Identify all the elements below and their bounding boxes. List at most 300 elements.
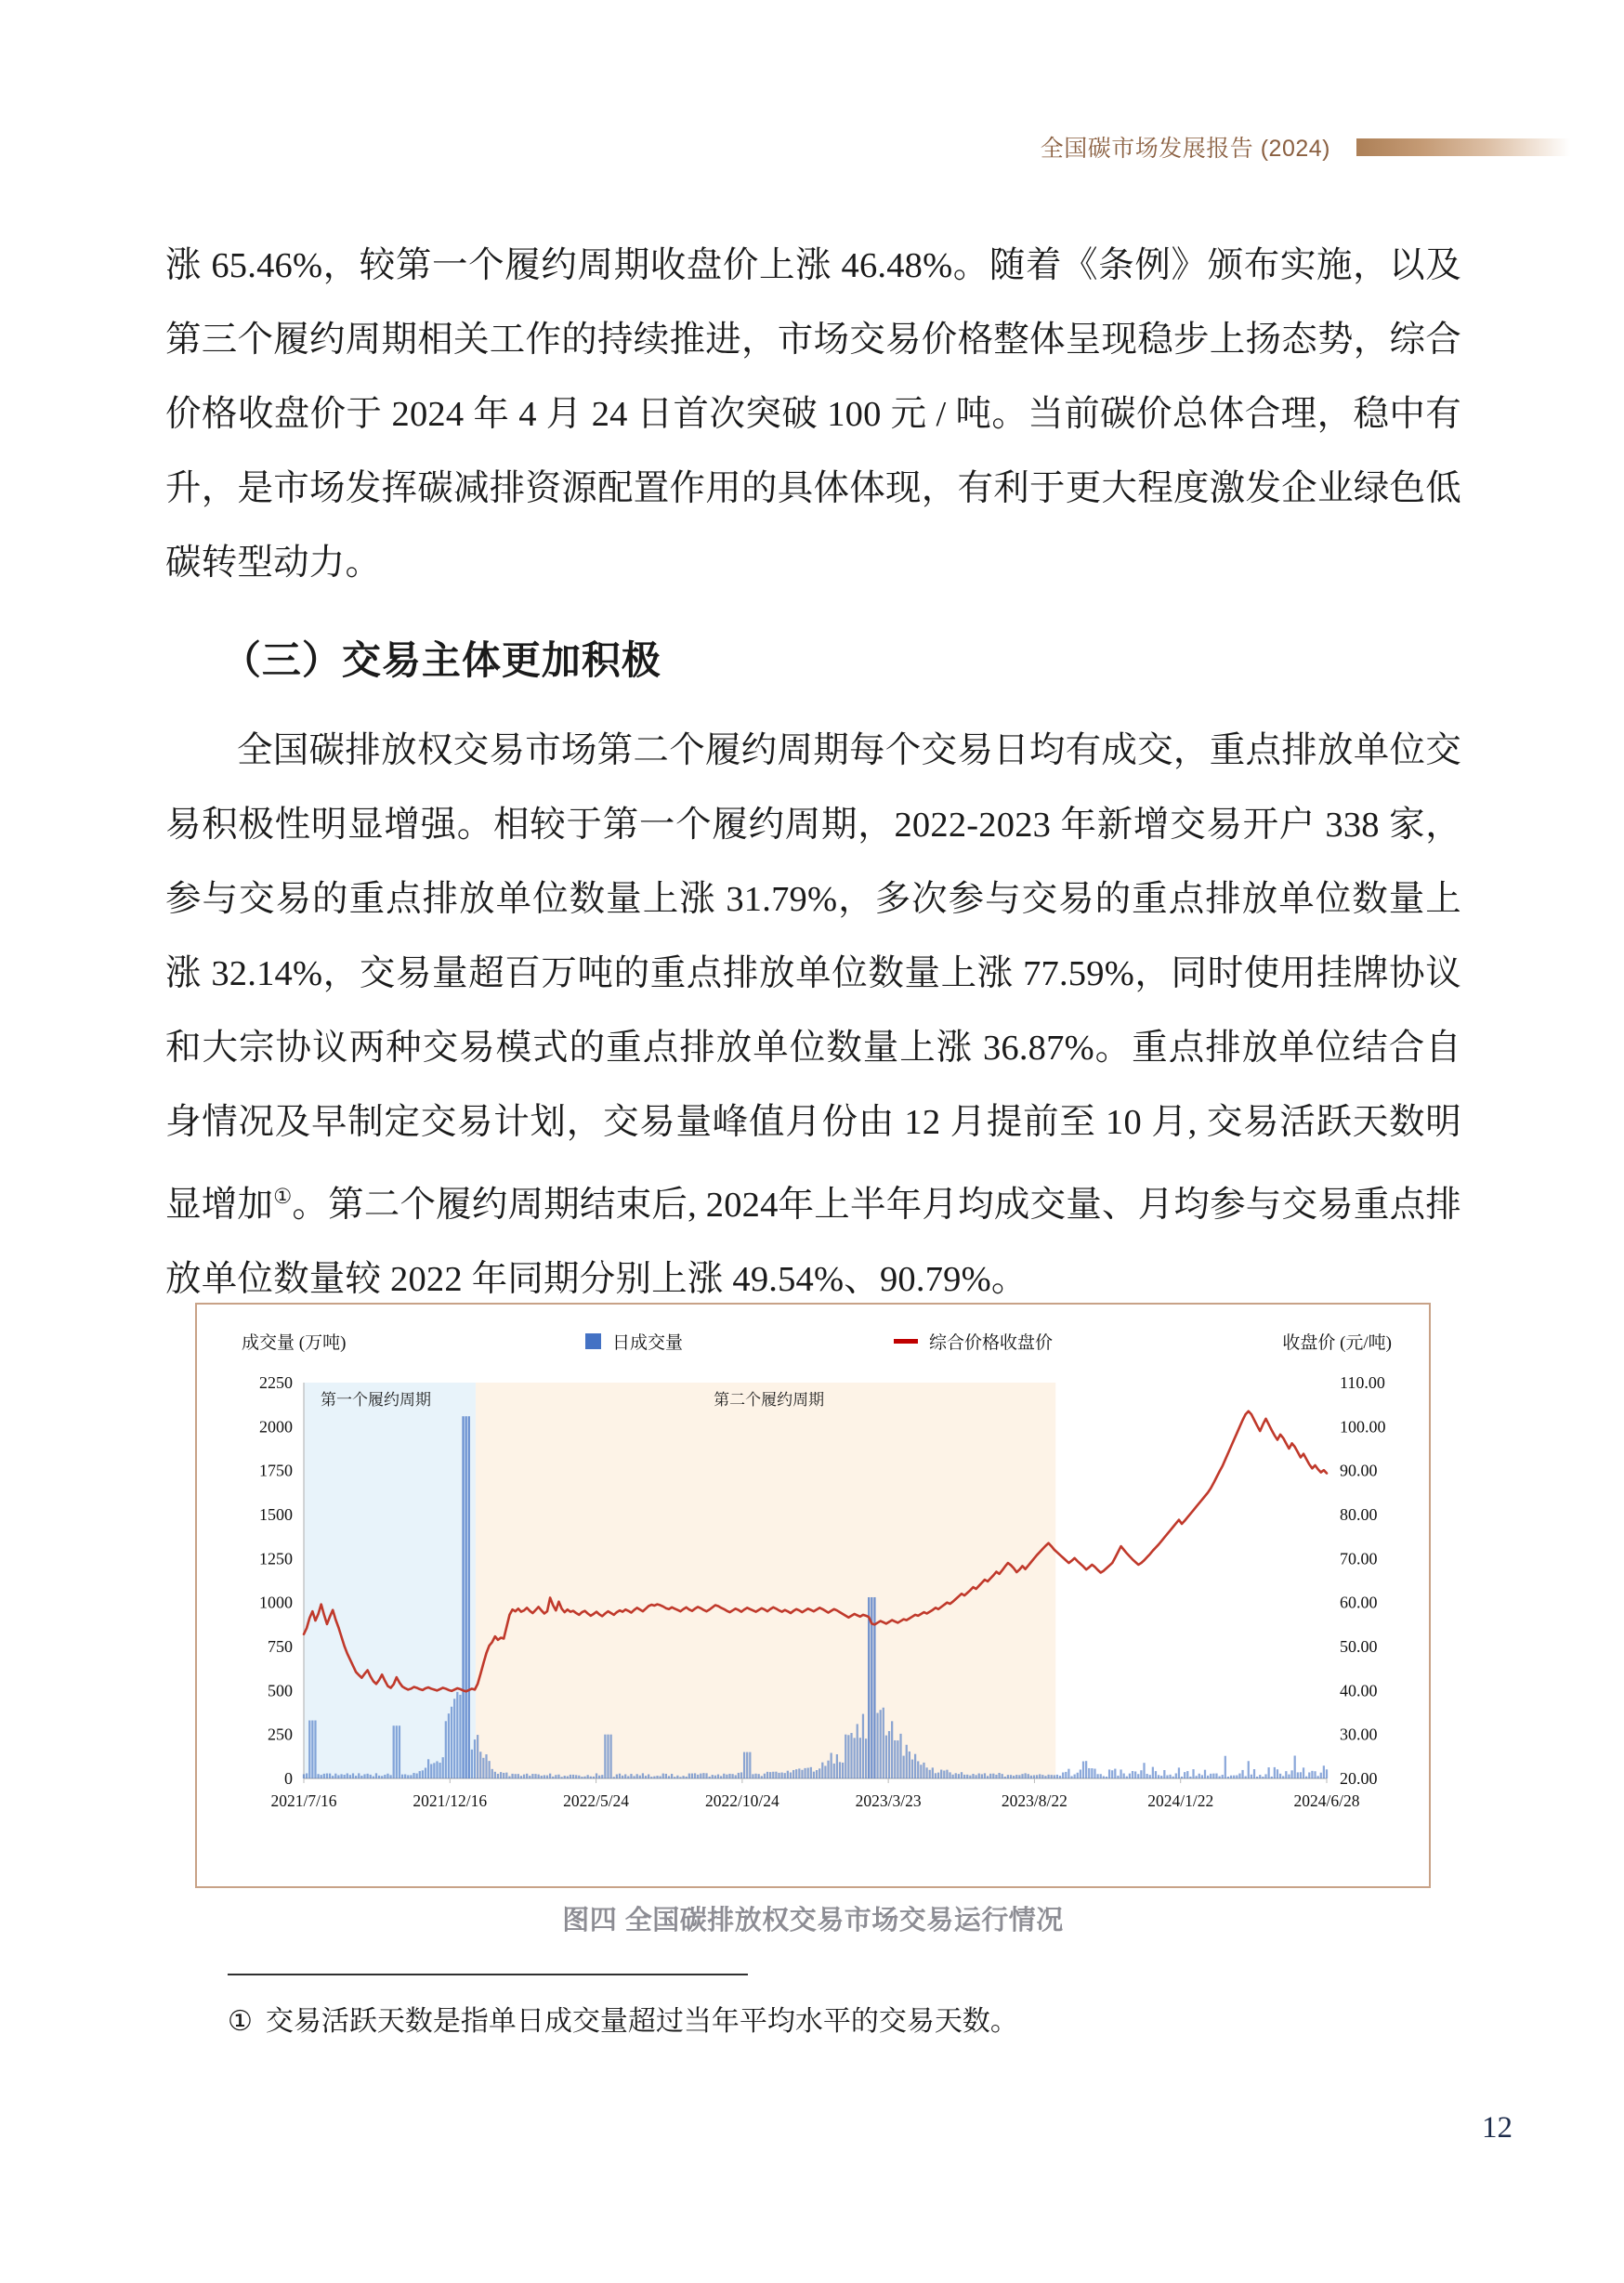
- chart-volume-bar: [311, 1721, 313, 1778]
- chart-volume-bar: [538, 1775, 540, 1778]
- chart-volume-bar: [326, 1774, 328, 1778]
- chart-volume-bar: [474, 1739, 476, 1778]
- chart-volume-bar: [984, 1773, 986, 1778]
- chart-x-tick: 2022/10/24: [704, 1791, 779, 1810]
- chart-volume-bar: [373, 1777, 374, 1778]
- chart-volume-bar: [891, 1721, 893, 1778]
- chart-volume-bar: [344, 1775, 346, 1778]
- chart-volume-bar: [1067, 1769, 1069, 1778]
- chart-volume-bar: [497, 1774, 499, 1778]
- chart-volume-bar: [1114, 1769, 1116, 1778]
- chart-volume-bar: [1236, 1776, 1238, 1778]
- chart-volume-bar: [1149, 1775, 1151, 1778]
- chart-volume-bar: [859, 1738, 861, 1778]
- chart-volume-bar: [1320, 1773, 1322, 1778]
- chart-volume-bar: [581, 1777, 583, 1778]
- chart-volume-bar: [590, 1777, 592, 1778]
- chart-volume-bar: [396, 1725, 398, 1778]
- chart-volume-bar: [656, 1776, 658, 1778]
- chart-volume-bar: [740, 1772, 742, 1778]
- document-content: [165, 229, 1461, 1317]
- chart-right-tick: 70.00: [1340, 1549, 1378, 1568]
- chart-volume-bar: [766, 1772, 768, 1778]
- chart-volume-bar: [758, 1774, 760, 1778]
- legend-label-volume: 日成交量: [612, 1333, 684, 1353]
- chart-x-tick: 2022/5/24: [563, 1791, 630, 1810]
- chart-x-tick: 2024/6/28: [1293, 1791, 1360, 1810]
- chart-volume-bar: [813, 1772, 815, 1778]
- chart-right-tick: 30.00: [1340, 1725, 1378, 1744]
- chart-volume-bar: [529, 1776, 530, 1778]
- chart-volume-bar: [1160, 1776, 1162, 1778]
- chart-volume-bar: [686, 1777, 688, 1778]
- chart-volume-bar: [1198, 1774, 1200, 1778]
- chart-volume-bar: [494, 1772, 496, 1778]
- chart-volume-bar: [601, 1775, 603, 1778]
- chart-volume-bar: [709, 1777, 711, 1778]
- chart-volume-bar: [622, 1776, 623, 1778]
- chart-volume-bar: [508, 1777, 510, 1778]
- chart-volume-bar: [650, 1777, 652, 1778]
- chart-volume-bar: [1146, 1774, 1148, 1778]
- chart-volume-bar: [868, 1597, 870, 1778]
- chart-volume-bar: [1030, 1776, 1032, 1778]
- chart-volume-bar: [370, 1775, 372, 1778]
- chart-volume-bar: [1028, 1774, 1029, 1778]
- chart-volume-bar: [1233, 1776, 1235, 1778]
- chart-volume-bar: [679, 1777, 681, 1778]
- chart-volume-bar: [619, 1774, 621, 1778]
- chart-volume-bar: [471, 1750, 473, 1778]
- chart-volume-bar: [778, 1773, 779, 1778]
- chart-volume-bar: [923, 1763, 924, 1778]
- chart-volume-bar: [958, 1774, 960, 1778]
- chart-x-tick: 2021/12/16: [413, 1791, 488, 1810]
- chart-volume-bar: [769, 1772, 771, 1778]
- chart-volume-bar: [1225, 1756, 1226, 1778]
- chart-volume-bar: [552, 1777, 554, 1778]
- chart-band-label-2: 第二个履约周期: [714, 1391, 825, 1409]
- chart-volume-bar: [723, 1774, 725, 1778]
- chart-right-tick: 110.00: [1340, 1373, 1385, 1392]
- chart-volume-bar: [1172, 1777, 1174, 1778]
- chart-volume-bar: [578, 1776, 580, 1778]
- chart-volume-bar: [645, 1776, 647, 1778]
- chart-volume-bar: [972, 1774, 974, 1778]
- chart-volume-bar: [705, 1773, 707, 1778]
- chart-volume-bar: [909, 1752, 910, 1778]
- chart-volume-bar: [1007, 1775, 1009, 1778]
- chart-left-tick: 2250: [259, 1373, 293, 1392]
- chart-x-tick: 2023/8/22: [1001, 1791, 1067, 1810]
- chart-volume-bar: [1080, 1769, 1081, 1778]
- chart-volume-bar: [935, 1773, 936, 1778]
- chart-volume-bar: [1143, 1763, 1145, 1778]
- chart-volume-bar: [1088, 1768, 1090, 1778]
- chart-band-2: [476, 1383, 1055, 1778]
- chart-volume-bar: [1111, 1770, 1113, 1778]
- chart-volume-bar: [1314, 1771, 1316, 1778]
- chart-volume-bar: [754, 1774, 756, 1778]
- chart-volume-bar: [401, 1775, 403, 1778]
- chart-volume-bar: [609, 1735, 611, 1778]
- chart-volume-bar: [583, 1777, 585, 1778]
- chart-volume-bar: [943, 1771, 945, 1778]
- chart-volume-bar: [1201, 1775, 1203, 1778]
- footnote-separator-rule: [228, 1974, 748, 1975]
- chart-volume-bar: [894, 1740, 896, 1778]
- chart-volume-bar: [1251, 1775, 1252, 1778]
- chart-volume-bar: [482, 1758, 484, 1778]
- chart-volume-bar: [399, 1725, 400, 1778]
- chart-volume-bar: [697, 1775, 699, 1778]
- chart-volume-bar: [1178, 1767, 1180, 1778]
- chart-volume-bar: [978, 1774, 980, 1778]
- chart-volume-bar: [752, 1774, 753, 1778]
- chart-volume-bar: [1070, 1776, 1072, 1778]
- chart-x-tick: 2021/7/16: [270, 1791, 337, 1810]
- chart-volume-bar: [804, 1768, 805, 1778]
- chart-volume-bar: [570, 1775, 571, 1778]
- chart-volume-bar: [963, 1775, 965, 1778]
- chart-volume-bar: [975, 1775, 976, 1778]
- chart-volume-bar: [674, 1777, 675, 1778]
- chart-volume-bar: [393, 1725, 395, 1778]
- header-title: 全国碳市场发展报告 (2024): [1040, 136, 1330, 162]
- chart-volume-bar: [549, 1774, 551, 1778]
- chart-volume-bar: [1152, 1767, 1154, 1778]
- chart-volume-bar: [1303, 1767, 1304, 1778]
- chart-volume-bar: [816, 1770, 818, 1778]
- chart-volume-bar: [477, 1735, 478, 1778]
- chart-volume-bar: [627, 1776, 629, 1778]
- chart-volume-bar: [1056, 1775, 1058, 1778]
- chart-volume-bar: [688, 1774, 690, 1778]
- chart-volume-bar: [515, 1774, 517, 1778]
- chart-volume-bar: [1311, 1771, 1313, 1778]
- chart-volume-bar: [880, 1710, 882, 1778]
- chart-volume-bar: [1238, 1774, 1240, 1778]
- chart-volume-bar: [389, 1775, 391, 1778]
- chart-volume-bar: [1253, 1769, 1255, 1778]
- chart-volume-bar: [355, 1776, 357, 1778]
- chart-volume-bar: [1308, 1772, 1310, 1778]
- legend-item-price: [894, 1329, 1053, 1354]
- chart-volume-bar: [662, 1774, 664, 1778]
- chart-volume-bar: [911, 1760, 913, 1778]
- chart-volume-bar: [1294, 1755, 1296, 1778]
- chart-volume-bar: [1015, 1775, 1017, 1778]
- chart-left-tick: 2000: [259, 1417, 293, 1437]
- chart-volume-bar: [451, 1707, 452, 1778]
- chart-volume-bar: [1227, 1777, 1229, 1778]
- chart-volume-bar: [798, 1768, 800, 1778]
- chart-volume-bar: [781, 1773, 783, 1778]
- paragraph-trading-participants: [165, 714, 1461, 1317]
- chart-volume-bar: [436, 1761, 438, 1778]
- chart-left-tick: 250: [268, 1725, 293, 1744]
- chart-volume-bar: [598, 1776, 600, 1778]
- chart-volume-bar: [920, 1765, 922, 1778]
- chart-svg: [197, 1366, 1429, 1830]
- chart-volume-bar: [433, 1763, 435, 1778]
- chart-volume-bar: [1051, 1775, 1053, 1778]
- chart-volume-bar: [541, 1776, 543, 1778]
- chart-volume-bar: [969, 1776, 971, 1778]
- chart-legend-row: [197, 1329, 1429, 1366]
- chart-volume-bar: [358, 1773, 360, 1778]
- chart-volume-bar: [1317, 1776, 1319, 1778]
- chart-volume-bar: [1300, 1772, 1302, 1778]
- figure-chart-container: [195, 1303, 1431, 1888]
- chart-volume-bar: [384, 1775, 386, 1778]
- chart-volume-bar: [775, 1772, 777, 1778]
- chart-volume-bar: [1186, 1771, 1188, 1778]
- chart-right-tick: 90.00: [1340, 1461, 1378, 1480]
- chart-volume-bar: [937, 1773, 939, 1778]
- chart-volume-bar: [743, 1752, 745, 1778]
- chart-volume-bar: [1033, 1775, 1035, 1778]
- chart-volume-bar: [888, 1731, 890, 1778]
- chart-volume-bar: [445, 1721, 447, 1778]
- chart-volume-bar: [1013, 1776, 1015, 1778]
- chart-volume-bar: [596, 1773, 597, 1778]
- chart-volume-bar: [717, 1775, 719, 1778]
- chart-volume-bar: [630, 1774, 632, 1778]
- chart-volume-bar: [366, 1774, 368, 1778]
- chart-volume-bar: [700, 1774, 701, 1778]
- chart-volume-bar: [1259, 1775, 1261, 1778]
- chart-volume-bar: [691, 1774, 693, 1778]
- chart-volume-bar: [1326, 1769, 1328, 1778]
- paragraph-carbon-price: 涨 65.46%，较第一个履约周期收盘价上涨 46.48%。随着《条例》颁布实施，以及第三个履约周期相关工作的持续推进，市场交易价格整体呈现稳步上扬态势，综合价格收盘价于 2024 年 4 月 24 日首次突破 100 元 / 吨。当前碳价总体合理，稳中有升，是市场发挥碳减排资源配置作用的具体体现，有利于更大程度激发企业绿色低碳转型动力。: [165, 246, 1461, 583]
- chart-volume-bar: [981, 1774, 983, 1778]
- chart-volume-bar: [1215, 1774, 1217, 1778]
- chart-volume-bar: [1282, 1776, 1284, 1778]
- chart-band-1: [304, 1383, 476, 1778]
- chart-volume-bar: [949, 1772, 950, 1778]
- chart-volume-bar: [439, 1763, 440, 1778]
- chart-volume-bar: [321, 1775, 322, 1778]
- chart-right-tick: 40.00: [1340, 1681, 1378, 1700]
- chart-volume-bar: [329, 1774, 331, 1778]
- chart-volume-bar: [337, 1775, 339, 1778]
- chart-volume-bar: [792, 1770, 794, 1778]
- chart-volume-bar: [1103, 1776, 1105, 1778]
- chart-volume-bar: [952, 1775, 954, 1778]
- chart-volume-bar: [416, 1774, 418, 1778]
- chart-volume-bar: [1192, 1769, 1194, 1778]
- chart-volume-bar: [772, 1772, 774, 1778]
- chart-volume-bar: [1100, 1774, 1102, 1778]
- chart-volume-bar: [459, 1695, 461, 1778]
- chart-right-tick: 20.00: [1340, 1769, 1378, 1788]
- chart-volume-bar: [876, 1712, 878, 1778]
- chart-volume-bar: [1126, 1777, 1128, 1778]
- chart-volume-bar: [992, 1774, 994, 1778]
- chart-volume-bar: [633, 1776, 635, 1778]
- chart-volume-bar: [801, 1770, 803, 1778]
- chart-volume-bar: [1137, 1774, 1139, 1778]
- chart-volume-bar: [1196, 1776, 1198, 1778]
- chart-right-tick: 50.00: [1340, 1637, 1378, 1656]
- footnote-text: 交易活跃天数是指单日成交量超过当年平均水平的交易天数。: [265, 2006, 1018, 2037]
- chart-x-tick: 2024/1/22: [1147, 1791, 1214, 1810]
- chart-volume-bar: [517, 1774, 519, 1778]
- chart-volume-bar: [347, 1773, 348, 1778]
- chart-right-tick: 80.00: [1340, 1505, 1378, 1524]
- chart-volume-bar: [468, 1416, 470, 1778]
- chart-volume-bar: [624, 1774, 626, 1778]
- chart-volume-bar: [613, 1777, 615, 1778]
- chart-right-tick: 60.00: [1340, 1593, 1378, 1612]
- chart-volume-bar: [1297, 1772, 1299, 1778]
- chart-volume-bar: [334, 1774, 336, 1778]
- chart-volume-bar: [465, 1416, 467, 1778]
- chart-volume-bar: [1108, 1769, 1110, 1778]
- chart-volume-bar: [1002, 1774, 1003, 1778]
- chart-volume-bar: [966, 1775, 968, 1778]
- chart-volume-bar: [865, 1738, 867, 1778]
- chart-volume-bar: [567, 1777, 569, 1778]
- chart-volume-bar: [906, 1745, 908, 1778]
- chart-x-tick: 2023/3/23: [855, 1791, 922, 1810]
- chart-volume-bar: [648, 1775, 649, 1778]
- chart-volume-bar: [917, 1761, 919, 1778]
- chart-volume-bar: [955, 1773, 957, 1778]
- chart-volume-bar: [1091, 1768, 1093, 1778]
- chart-volume-bar: [456, 1692, 458, 1778]
- chart-volume-bar: [520, 1776, 522, 1778]
- chart-volume-bar: [831, 1753, 832, 1778]
- chart-volume-bar: [946, 1770, 948, 1778]
- chart-volume-bar: [845, 1735, 846, 1778]
- chart-volume-bar: [1256, 1777, 1258, 1778]
- chart-volume-bar: [682, 1776, 684, 1778]
- chart-volume-bar: [1094, 1769, 1095, 1778]
- chart-volume-bar: [485, 1754, 487, 1778]
- chart-volume-bar: [925, 1767, 927, 1778]
- chart-volume-bar: [1085, 1761, 1087, 1778]
- chart-volume-bar: [407, 1775, 409, 1778]
- chart-volume-bar: [340, 1774, 342, 1778]
- chart-volume-bar: [940, 1770, 942, 1778]
- header-decorative-rule: [1356, 138, 1570, 156]
- chart-volume-bar: [1041, 1775, 1043, 1778]
- chart-volume-bar: [1262, 1777, 1264, 1778]
- chart-volume-bar: [1207, 1776, 1209, 1778]
- chart-volume-bar: [303, 1774, 305, 1778]
- chart-volume-bar: [1264, 1774, 1266, 1778]
- chart-volume-bar: [1134, 1771, 1136, 1778]
- chart-volume-bar: [807, 1768, 809, 1778]
- chart-volume-bar: [575, 1775, 577, 1778]
- chart-volume-bar: [604, 1735, 606, 1778]
- page-header: [1041, 130, 1570, 164]
- chart-left-tick: 0: [284, 1769, 293, 1788]
- chart-volume-bar: [1222, 1775, 1224, 1778]
- chart-volume-bar: [1204, 1770, 1206, 1778]
- chart-volume-bar: [827, 1761, 829, 1778]
- chart-volume-bar: [1181, 1777, 1183, 1778]
- chart-volume-bar: [1123, 1774, 1125, 1778]
- chart-volume-bar: [544, 1775, 545, 1778]
- chart-volume-bar: [1062, 1773, 1064, 1778]
- footnote-reference-1[interactable]: ①: [273, 1185, 293, 1208]
- chart-volume-bar: [1077, 1773, 1079, 1778]
- chart-volume-bar: [795, 1769, 797, 1778]
- chart-volume-bar: [616, 1775, 618, 1778]
- chart-volume-bar: [665, 1774, 667, 1778]
- chart-left-tick: 1500: [259, 1505, 293, 1524]
- chart-volume-bar: [1047, 1775, 1049, 1778]
- chart-left-tick: 1000: [259, 1593, 293, 1612]
- chart-volume-bar: [1004, 1777, 1006, 1778]
- chart-volume-bar: [560, 1777, 562, 1778]
- chart-volume-bar: [899, 1734, 901, 1778]
- chart-volume-bar: [1036, 1775, 1038, 1778]
- chart-volume-bar: [897, 1740, 898, 1778]
- chart-volume-bar: [306, 1773, 308, 1778]
- figure-caption: 图四 全国碳排放权交易市场交易运行情况: [562, 1906, 1064, 1935]
- chart-volume-bar: [404, 1775, 406, 1778]
- chart-volume-bar: [787, 1771, 789, 1778]
- chart-volume-bar: [526, 1774, 528, 1778]
- chart-volume-bar: [505, 1773, 507, 1778]
- chart-volume-bar: [821, 1763, 823, 1778]
- chart-volume-bar: [1245, 1777, 1247, 1778]
- chart-volume-bar: [929, 1770, 931, 1778]
- chart-volume-bar: [587, 1775, 589, 1778]
- chart-volume-bar: [453, 1699, 455, 1778]
- chart-volume-bar: [1074, 1775, 1076, 1778]
- chart-volume-bar: [1120, 1769, 1121, 1778]
- chart-volume-bar: [842, 1763, 844, 1778]
- chart-volume-bar: [378, 1776, 380, 1778]
- chart-volume-bar: [375, 1773, 377, 1778]
- chart-volume-bar: [1230, 1776, 1232, 1778]
- chart-volume-bar: [360, 1776, 362, 1778]
- chart-volume-bar: [850, 1733, 852, 1778]
- chart-volume-bar: [712, 1775, 714, 1778]
- chart-volume-bar: [534, 1774, 536, 1778]
- chart-volume-bar: [1274, 1767, 1276, 1778]
- chart-volume-bar: [694, 1773, 696, 1778]
- chart-volume-bar: [1132, 1771, 1133, 1778]
- chart-volume-bar: [332, 1776, 334, 1778]
- chart-left-tick: 750: [268, 1637, 293, 1656]
- chart-right-tick: 100.00: [1340, 1417, 1386, 1437]
- chart-volume-bar: [381, 1776, 383, 1778]
- chart-volume-bar: [1140, 1770, 1142, 1778]
- chart-volume-bar: [1212, 1774, 1214, 1778]
- chart-volume-bar: [847, 1735, 849, 1778]
- chart-volume-bar: [557, 1775, 559, 1778]
- chart-band-label-1: 第一个履约周期: [321, 1391, 431, 1409]
- chart-volume-bar: [676, 1776, 678, 1778]
- chart-volume-bar: [1039, 1774, 1041, 1778]
- chart-volume-bar: [987, 1776, 989, 1778]
- chart-volume-bar: [1166, 1776, 1168, 1778]
- chart-left-tick: 1250: [259, 1549, 293, 1568]
- chart-volume-bar: [1010, 1775, 1012, 1778]
- chart-volume-bar: [531, 1774, 533, 1778]
- chart-volume-bar: [413, 1773, 414, 1778]
- chart-volume-bar: [735, 1775, 737, 1778]
- footnote-marker: ①: [228, 2006, 253, 2037]
- chart-volume-bar: [491, 1769, 493, 1778]
- chart-volume-bar: [442, 1757, 444, 1778]
